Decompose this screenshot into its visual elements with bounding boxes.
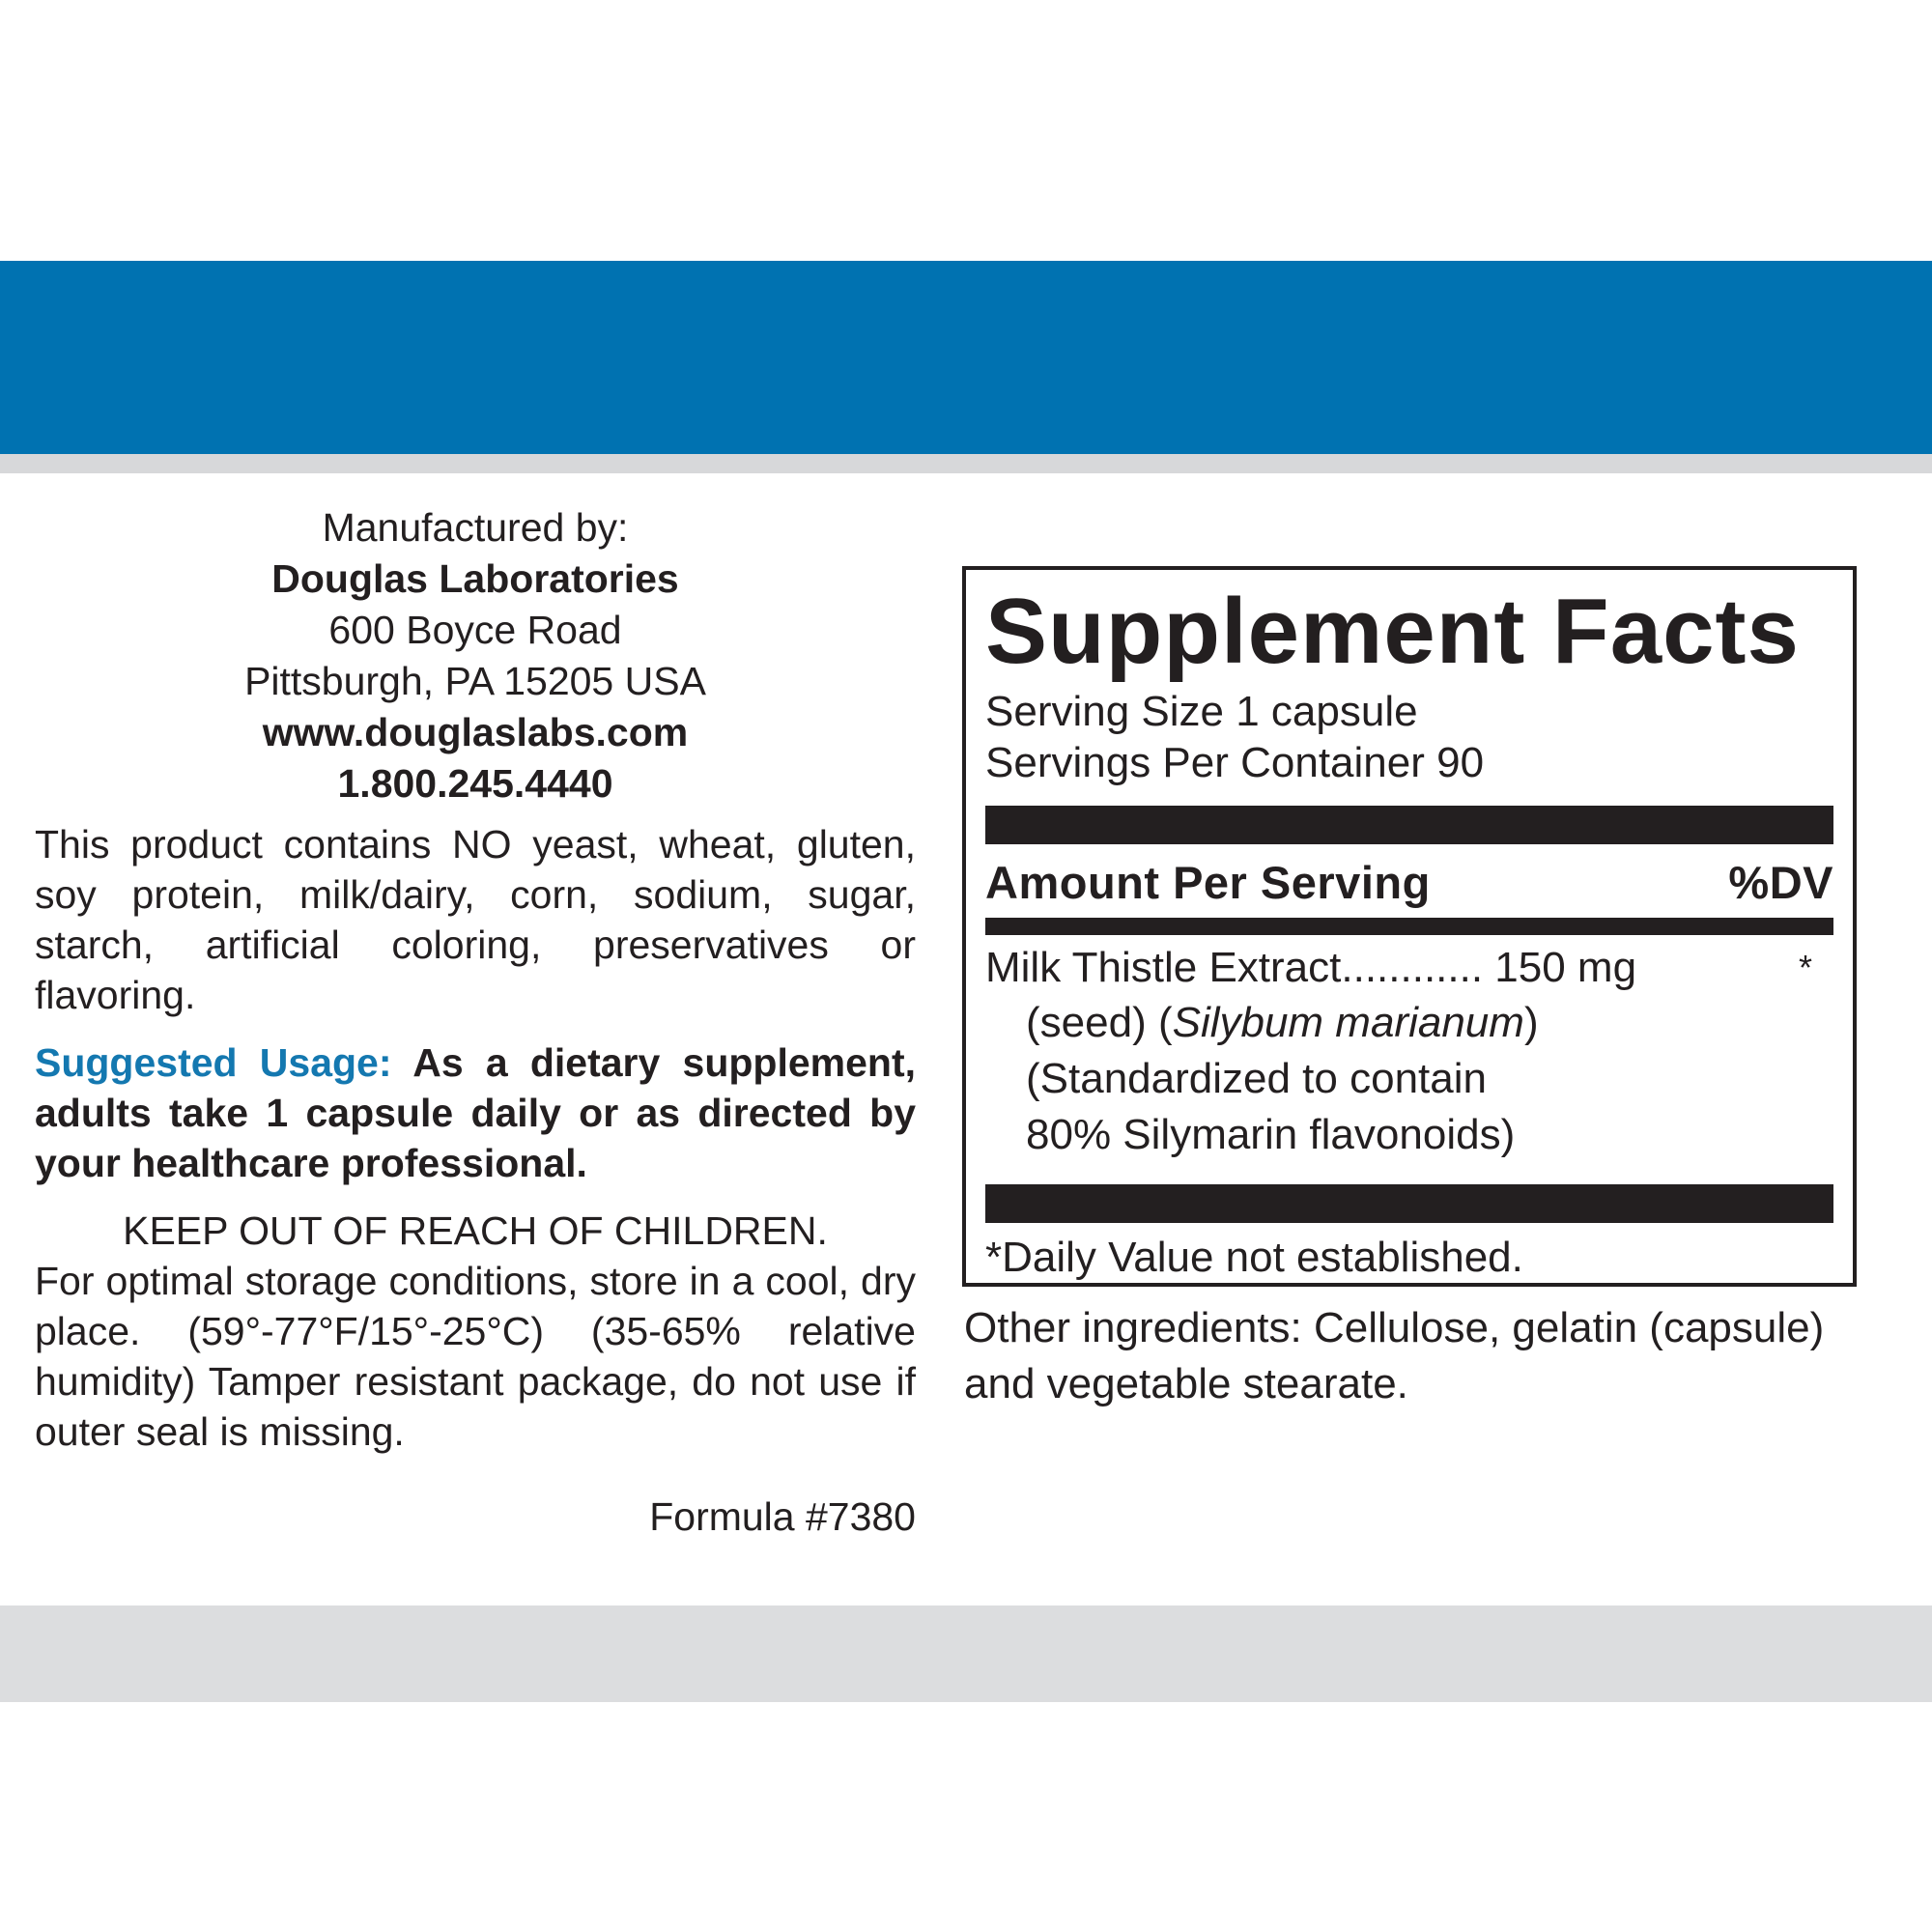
other-ingredients: Other ingredients: Cellulose, gelatin (capsule) and vegetable stearate.: [964, 1304, 1825, 1407]
phone-number: 1.800.245.4440: [337, 761, 613, 806]
serving-size: Serving Size 1 capsule: [985, 688, 1418, 735]
divider-strip: [0, 454, 1932, 473]
ingredient-source-suffix: ): [1523, 999, 1539, 1046]
storage-instructions: For optimal storage conditions, store in a cool, dry place. (59°-77°F/15°-25°C) (35-65% relative humidity) Tamper resistant package, do not use if outer seal is missing.: [35, 1259, 916, 1454]
ingredient-row: [985, 941, 1833, 995]
dv-header: %DV: [1728, 857, 1833, 908]
children-warning: KEEP OUT OF REACH OF CHILDREN.: [123, 1208, 828, 1253]
suggested-usage-label: Suggested Usage:: [35, 1040, 392, 1085]
free-from-statement: This product contains NO yeast, wheat, gluten, soy protein, milk/dairy, corn, sodium, sugar, starch, artificial coloring, preservatives or flavoring.: [35, 822, 916, 1017]
daily-value-footnote: *Daily Value not established.: [985, 1234, 1523, 1281]
amount-per-serving-header: Amount Per Serving: [985, 857, 1431, 908]
website-text: www.douglaslabs.com: [262, 710, 689, 754]
label-left-column: [35, 502, 916, 1542]
ingredient-latin-name: Silybum marianum: [1172, 999, 1524, 1046]
standardization-line-1: (Standardized to contain: [1026, 1055, 1487, 1102]
facts-divider-bar: [985, 806, 1833, 844]
amount-header-row: [985, 854, 1833, 912]
manufactured-by-label: Manufactured by:: [322, 505, 629, 550]
facts-divider-bar: [985, 1184, 1833, 1223]
brand-color-band: [0, 261, 1932, 454]
suggested-usage-text: As a dietary supplement, adults take 1 capsule daily or as directed by your healthcare professional.: [35, 1040, 916, 1185]
servings-per-container: Servings Per Container 90: [985, 739, 1485, 786]
facts-title: Supplement Facts: [985, 580, 1800, 683]
ingredient-dv: *: [1798, 948, 1812, 987]
ingredient-source-prefix: (seed) (: [1026, 999, 1173, 1046]
manufacturer-block: [35, 502, 916, 810]
manufacturer-name: Douglas Laboratories: [271, 556, 679, 601]
formula-number: Formula #7380: [649, 1494, 916, 1539]
address-line-1: 600 Boyce Road: [328, 608, 622, 652]
supplement-facts-panel: [962, 566, 1857, 1287]
facts-divider-bar: [985, 918, 1833, 935]
standardization-line-2: 80% Silymarin flavonoids): [1026, 1111, 1516, 1158]
address-line-2: Pittsburgh, PA 15205 USA: [244, 659, 706, 703]
ingredient-name-amount: Milk Thistle Extract............ 150 mg: [985, 944, 1637, 991]
ingredient-source: [985, 995, 1833, 1051]
suggested-usage: [35, 1037, 916, 1188]
bottom-grey-band: [0, 1605, 1932, 1702]
